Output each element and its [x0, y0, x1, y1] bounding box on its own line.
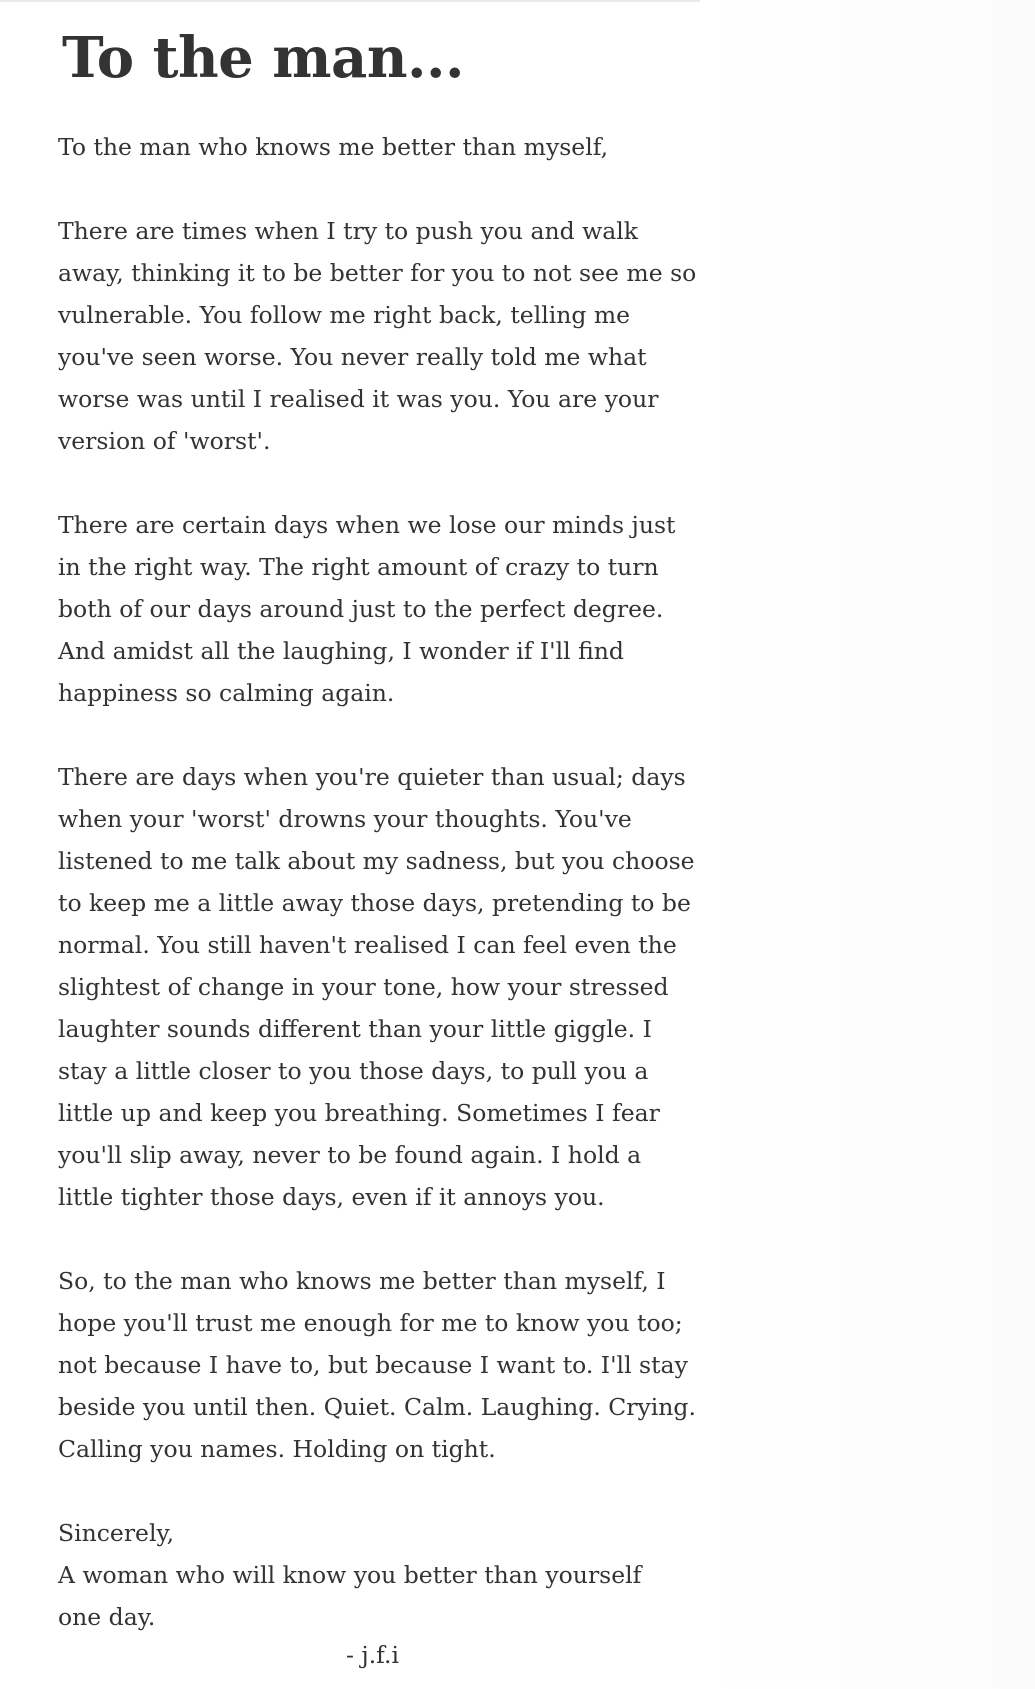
paragraph-quiet-days [58, 756, 698, 1218]
author-signature: - j.f.i [346, 1641, 400, 1669]
text-line: one day. [58, 1603, 156, 1631]
text-line: worse was until I realised it was you. You are your [58, 385, 659, 413]
text-line: little tighter those days, even if it annoys you. [58, 1183, 605, 1211]
paragraph-crazy-days [58, 504, 698, 714]
text-line: laughter sounds different than your little giggle. I [58, 1015, 652, 1043]
text-line: happiness so calming again. [58, 679, 395, 707]
text-line: A woman who will know you better than yourself [58, 1561, 642, 1589]
text-line: you'll slip away, never to be found again. I hold a [58, 1141, 642, 1169]
text-line: hope you'll trust me enough for me to know you too; [58, 1309, 683, 1337]
text-line: There are days when you're quieter than usual; days [58, 763, 686, 791]
text-line: when your 'worst' drowns your thoughts. You've [58, 805, 632, 833]
text-line: slightest of change in your tone, how your stressed [58, 973, 669, 1001]
text-line: stay a little closer to you those days, to pull you a [58, 1057, 649, 1085]
paragraph-trust [58, 1260, 698, 1470]
text-line: away, thinking it to be better for you to not see me so [58, 259, 697, 287]
text-line: little up and keep you breathing. Sometimes I fear [58, 1099, 660, 1127]
text-line: beside you until then. Quiet. Calm. Laughing. Crying. [58, 1393, 696, 1421]
text-line: Calling you names. Holding on tight. [58, 1435, 496, 1463]
text-line: to keep me a little away those days, pretending to be [58, 889, 691, 917]
text-line: To the man who knows me better than myself, [58, 133, 609, 161]
text-line: So, to the man who knows me better than myself, I [58, 1267, 666, 1295]
text-line: version of 'worst'. [58, 427, 271, 455]
page-title: To the man... [62, 25, 465, 91]
paragraph-pushing-away [58, 210, 698, 462]
text-line: There are certain days when we lose our minds just [58, 511, 676, 539]
text-line: vulnerable. You follow me right back, telling me [58, 301, 631, 329]
text-line: you've seen worse. You never really told me what [58, 343, 647, 371]
letter-body [58, 126, 698, 1680]
text-line: both of our days around just to the perfect degree. [58, 595, 664, 623]
closing-paragraph [58, 1512, 698, 1638]
greeting-paragraph [58, 126, 698, 168]
text-line: And amidst all the laughing, I wonder if I'll find [58, 637, 624, 665]
text-line: normal. You still haven't realised I can feel even the [58, 931, 677, 959]
text-line: Sincerely, [58, 1519, 175, 1547]
text-line: in the right way. The right amount of crazy to turn [58, 553, 659, 581]
text-line: not because I have to, but because I want to. I'll stay [58, 1351, 688, 1379]
text-line: There are times when I try to push you and walk [58, 217, 639, 245]
text-line: listened to me talk about my sadness, but you choose [58, 847, 695, 875]
